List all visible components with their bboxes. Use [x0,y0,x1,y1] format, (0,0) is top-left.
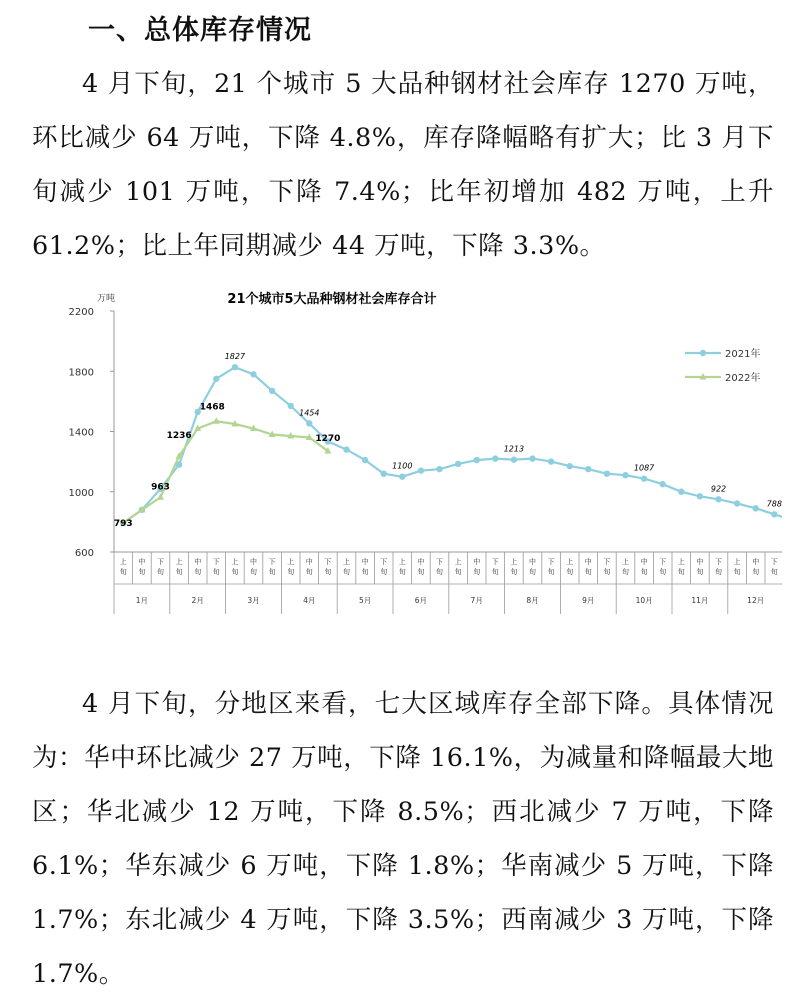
x-sub-label: 上 [733,558,741,566]
data-point [697,493,703,499]
x-sub-label: 中 [473,558,481,566]
data-point [455,461,461,467]
x-sub-label: 上 [343,558,350,566]
x-sub-label: 旬 [417,568,425,576]
x-sub-label: 旬 [529,568,536,576]
data-point [269,388,275,394]
x-sub-label: 旬 [510,568,518,576]
x-sub-label: 上 [622,558,629,566]
x-sub-label: 下 [770,558,778,566]
x-sub-label: 旬 [287,568,295,576]
x-month-label: 12月 [747,596,765,605]
data-point [306,420,312,426]
x-sub-label: 旬 [547,568,555,576]
x-sub-label: 旬 [752,568,760,576]
legend-label: 2022年 [725,373,761,384]
x-sub-label: 中 [305,558,313,566]
data-label: 1468 [199,402,225,413]
x-sub-label: 中 [640,558,648,566]
x-sub-label: 中 [361,558,369,566]
x-sub-label: 上 [677,558,685,566]
x-sub-label: 中 [138,558,146,566]
x-sub-label: 中 [529,558,536,566]
x-sub-label: 中 [584,558,592,566]
x-sub-label: 旬 [677,568,685,576]
y-tick-label: 1800 [68,367,94,379]
x-sub-label: 旬 [157,568,164,576]
x-sub-label: 旬 [268,568,276,576]
x-sub-label: 旬 [696,568,704,576]
paragraph-national-inventory: 4 月下旬，21 个城市 5 大品种钢材社会库存 1270 万吨，环比减少 64 万吨，下降 4.8%，库存降幅略有扩大；比 3 月下旬减少 101 万吨，下降 7.4%；比年初增加 482 万吨，上升 61.2%；比上年同期减少 44 万吨，下降 3.3%。 [32,69,774,261]
y-tick-label: 2200 [68,307,94,318]
series-line-2022 [123,421,328,523]
data-point [641,475,647,481]
y-axis-unit: 万吨 [97,294,116,304]
data-point [343,446,349,452]
section-title: 一、总体库存情况 [88,15,312,46]
x-sub-label: 下 [603,558,611,566]
data-label: 1213 [503,444,525,454]
x-sub-label: 旬 [733,568,741,576]
data-point [288,403,294,409]
x-sub-label: 旬 [622,568,629,576]
data-point [213,376,219,382]
x-sub-label: 旬 [119,568,127,576]
x-sub-label: 旬 [138,568,146,576]
x-month-label: 7月 [470,596,483,605]
data-point [734,500,740,506]
data-point [660,481,666,487]
data-label: 793 [113,518,133,529]
x-month-label: 1月 [135,596,149,605]
x-sub-label: 旬 [231,568,239,576]
data-point [362,457,368,463]
x-sub-label: 下 [547,558,555,566]
x-sub-label: 旬 [175,568,183,576]
x-month-label: 3月 [247,596,260,605]
data-point [492,455,498,461]
x-sub-label: 上 [175,558,183,566]
x-sub-label: 下 [491,558,499,566]
x-sub-label: 下 [659,558,667,566]
data-point [436,466,442,472]
x-sub-label: 下 [715,558,722,566]
x-sub-label: 上 [566,558,574,566]
x-sub-label: 下 [212,558,220,566]
x-sub-label: 上 [287,558,295,566]
x-sub-label: 下 [324,558,332,566]
data-point [529,455,535,461]
x-month-label: 10月 [635,596,653,605]
x-month-label: 9月 [582,596,595,605]
series-line-2021 [123,367,782,524]
x-sub-label: 中 [752,558,760,566]
x-sub-label: 旬 [640,568,648,576]
x-sub-label: 中 [250,558,257,566]
x-month-label: 11月 [691,596,709,605]
data-label: 922 [710,484,727,494]
x-sub-label: 旬 [584,568,592,576]
chart-title: 21个城市5大品种钢材社会库存合计 [227,292,437,307]
x-sub-label: 下 [268,558,276,566]
data-label: 1454 [299,408,320,418]
x-sub-label: 中 [417,558,425,566]
x-sub-label: 旬 [194,568,202,576]
data-point [548,458,554,464]
data-point [250,371,256,377]
data-point [232,364,238,370]
x-sub-label: 下 [157,558,164,566]
data-point [511,456,517,462]
data-point [771,511,777,517]
legend-marker [700,350,706,356]
x-sub-label: 上 [398,558,406,566]
data-point [399,473,405,479]
data-point [213,417,220,424]
x-sub-label: 旬 [454,568,462,576]
data-point [678,489,684,495]
x-sub-label: 中 [194,558,202,566]
y-tick-label: 1400 [68,427,94,439]
x-sub-label: 旬 [770,568,778,576]
x-sub-label: 下 [436,558,443,566]
x-month-label: 8月 [526,596,539,605]
x-month-label: 4月 [303,596,316,605]
x-sub-label: 旬 [659,568,667,576]
x-sub-label: 旬 [566,568,574,576]
x-month-label: 6月 [414,596,428,605]
data-label: 1270 [315,434,341,445]
data-point [418,467,424,473]
y-tick-label: 1000 [68,487,94,499]
x-sub-label: 旬 [324,568,332,576]
data-point [753,505,759,511]
x-sub-label: 上 [510,558,518,566]
data-point [381,470,387,476]
paragraph-regional-inventory: 4 月下旬，分地区来看，七大区域库存全部下降。具体情况为：华中环比减少 27 万吨，下降 16.1%，为减量和降幅最大地区；华北减少 12 万吨，下降 8.5%；西北减少 7 万吨，下降 6.1%；华东减少 6 万吨，下降 1.8%；华南减少 5 万吨，下降 1.7%；东北减少 4 万吨，下降 3.5%；西南减少 3 万吨，下降 1.7%。 [32,689,774,989]
x-month-label: 2月 [191,596,204,605]
x-sub-label: 旬 [715,568,722,576]
x-sub-label: 旬 [343,568,350,576]
data-point [604,470,610,476]
data-point [585,466,591,472]
x-sub-label: 旬 [491,568,499,576]
data-point [715,496,721,502]
x-sub-label: 旬 [436,568,443,576]
data-label: 963 [151,482,170,493]
x-sub-label: 旬 [473,568,481,576]
x-sub-label: 旬 [398,568,406,576]
x-sub-label: 下 [380,558,388,566]
x-month-label: 5月 [358,596,372,605]
x-sub-label: 上 [119,558,127,566]
data-label: 1236 [166,431,192,442]
x-sub-label: 旬 [305,568,313,576]
data-label: 1087 [633,463,655,473]
x-sub-label: 中 [696,558,704,566]
data-label: 788 [766,499,782,509]
data-point [622,472,628,478]
x-sub-label: 旬 [603,568,611,576]
x-sub-label: 旬 [380,568,388,576]
legend-label: 2021年 [725,349,761,360]
data-label: 1827 [224,352,246,362]
data-point [567,463,573,469]
inventory-line-chart [62,282,782,617]
y-tick-label: 600 [74,548,94,559]
x-sub-label: 上 [231,558,239,566]
x-sub-label: 上 [454,558,462,566]
x-sub-label: 旬 [361,568,369,576]
x-sub-label: 旬 [212,568,220,576]
data-label: 1100 [392,461,413,471]
data-point [474,457,480,463]
x-sub-label: 旬 [250,568,257,576]
